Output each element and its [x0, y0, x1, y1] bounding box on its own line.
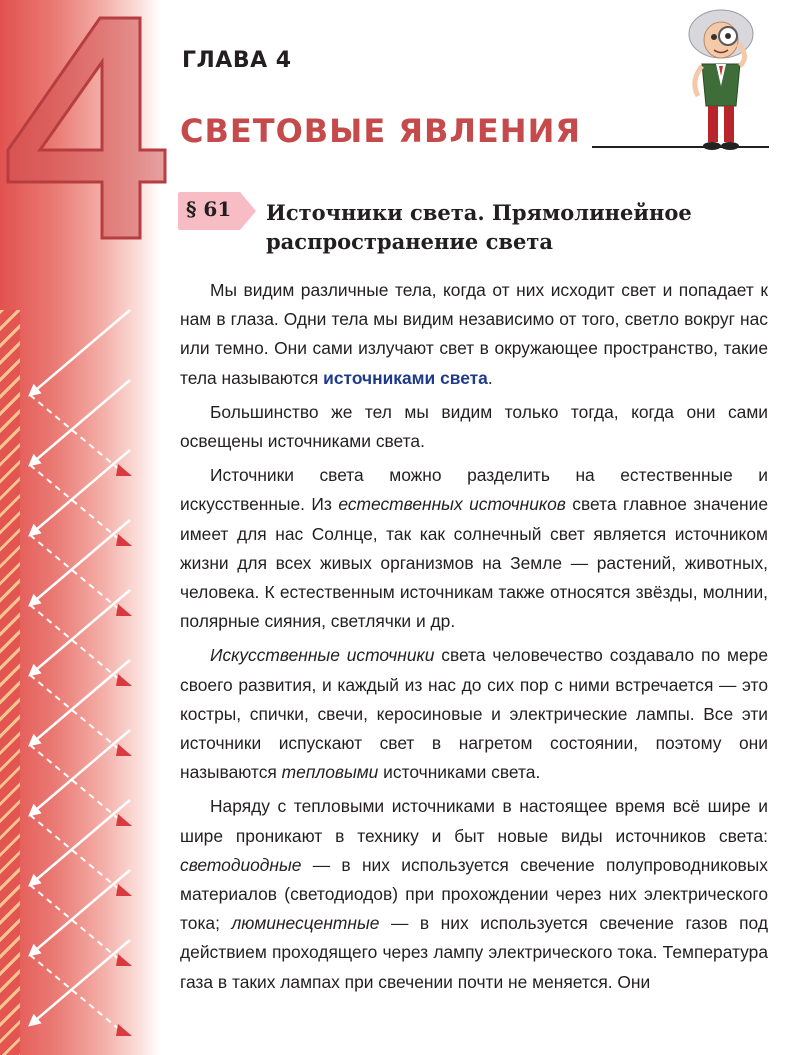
section-number: § 61	[186, 197, 232, 221]
chapter-numeral: 4	[60, 220, 61, 221]
key-term: источниками света	[323, 367, 488, 388]
paragraph-3: Источники света можно разделить на естественные и искусственные. Из естественных источников света главное значение имеет для нас Солнце, так как солнечный свет является источником жизни для всех живых организмов на Земле — растений, животных, человека. К естественным источникам также относятся звёзды, молнии, полярные сияния, светлячки и др.	[180, 465, 768, 632]
body-text	[180, 276, 768, 1002]
paragraph-5: Наряду с тепловыми источниками в настоящее время всё шире и шире проникают в технику и быт новые виды источников света: светодиодные — в них используется свечение полупроводниковых материалов (светодиодов) при прохождении через них электрического тока; люминесцентные — в них используется свечение газов под действием проходящего через лампу электрического тока. Температура газа в таких лампах при свечении почти не меняется. Они	[180, 796, 768, 992]
section-title	[266, 198, 766, 256]
professor-mascot-icon	[676, 6, 776, 156]
emphasis: светодиодные	[180, 854, 302, 875]
light-rays-icon	[0, 300, 170, 1055]
chapter-numeral-icon	[0, 0, 170, 250]
emphasis: естественных источников	[338, 494, 566, 515]
paragraph-4: Искусственные источники света человечество создавало по мере своего развития, и каждый из нас до сих пор с ними встречается — это костры, спички, свечи, керосиновые и электрические лампы. Все эти источники испускают свет в нагретом состоянии, поэтому они называются тепловыми источниками света.	[180, 645, 768, 783]
paragraph-1: Мы видим различные тела, когда от них исходит свет и попадает к нам в глаза. Одни тела мы видим независимо от того, светло вокруг нас или темно. Они сами излучают свет в окружающее пространство, такие тела называются источниками света.	[180, 280, 768, 388]
emphasis: тепловыми	[281, 762, 379, 783]
section-title-line-1: Источники света. Прямолинейное	[266, 200, 692, 225]
paragraph-2: Большинство же тел мы видим только тогда, когда они сами освещены источниками света.	[180, 401, 768, 452]
section-title-line-2: распространение света	[266, 229, 553, 254]
emphasis: Искусственные источники	[210, 645, 435, 666]
chapter-label: ГЛАВА 4	[182, 48, 292, 73]
emphasis: люминесцентные	[231, 913, 380, 934]
chapter-title: СВЕТОВЫЕ ЯВЛЕНИЯ	[180, 112, 581, 150]
